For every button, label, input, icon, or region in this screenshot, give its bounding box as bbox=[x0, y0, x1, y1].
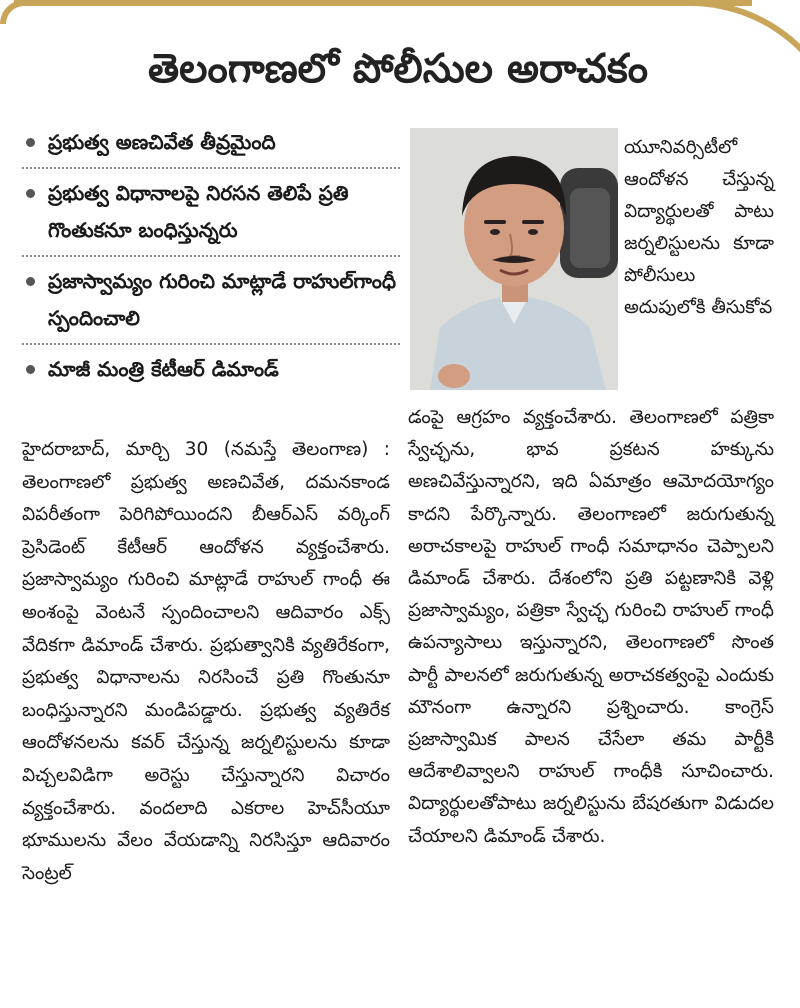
body-column-left bbox=[22, 434, 390, 994]
body-right-text: డంపై ఆగ్రహం వ్యక్తంచేశారు. తెలంగాణలో పత్రికా స్వేచ్ఛను, భావ ప్రకటన హక్కును అణచివేస్తున్నారని, ఇది ఏమాత్రం ఆమోదయోగ్యం కాదని పేర్కొన్నారు. తెలంగాణలో జరుగుతున్న అరాచకాలపై రాహుల్‌ గాంధీ సమాధానం చెప్పాలని డిమాండ్‌ చేశారు. దేశంలోని ప్రతి పట్టణానికి వెళ్లి ప్రజాస్వామ్యం, పత్రికా స్వేచ్ఛ గురించి రాహుల్‌ గాంధీ ఉపన్యాసాలు ఇస్తున్నారని, తెలంగాణలో సొంత పార్టీ పాలనలో జరుగుతున్న అరాచకత్వంపై ఎందుకు మౌనంగా ఉన్నారని ప్రశ్నించారు. కాంగ్రెస్‌ ప్రజాస్వామిక పాలన చేసేలా తమ పార్టీకి ఆదేశాలివ్వాలని రాహుల్‌ గాంధీకి సూచించారు. విద్యార్థులతోపాటు జర్నలిస్టును బేషరతుగా విడుదల చేయాలని డిమాండ్‌ చేశారు. bbox=[408, 407, 774, 847]
frame-top-border bbox=[14, 0, 752, 6]
portrait-illustration bbox=[410, 128, 618, 390]
body-left-text: హైదరాబాద్‌, మార్చి 30 (నమస్తే తెలంగాణ) : తెలంగాణలో ప్రభుత్వ అణచివేత, దమనకాండ విపరీతంగా పెరిగిపోయిందని బీఆర్‌ఎస్‌ వర్కింగ్‌ ప్రెసిడెంట్‌ కేటీఆర్‌ ఆందోళన వ్యక్తంచేశారు. ప్రజాస్వామ్యం గురించి మాట్లాడే రాహుల్‌ గాంధీ ఈ అంశంపై వెంటనే స్పందించాలని ఆదివారం ఎక్స్‌ వేదికగా డిమాండ్‌ చేశారు. ప్రభుత్వానికి వ్యతిరేకంగా, ప్రభుత్వ విధానాలను నిరసించే ప్రతి గొంతునూ బంధిస్తున్నారని మండిపడ్డారు. ప్రభుత్వ వ్యతిరేక ఆందోళనలను కవర్‌ చేస్తున్న జర్నలిస్టులను కూడా విచ్చలవిడిగా అరెస్టు చేస్తున్నారని విచారం వ్యక్తంచేశారు. వందలాది ఎకరాల హెచ్‌సీయూ భూములను వేలం వేయడాన్ని నిరసిస్తూ ఆదివారం సెంట్రల్‌ bbox=[22, 439, 390, 884]
side-column bbox=[624, 132, 774, 398]
highlight-item bbox=[22, 175, 400, 257]
ktr-photo bbox=[410, 128, 618, 390]
bullet-icon bbox=[26, 365, 35, 374]
bullet-icon bbox=[26, 189, 35, 198]
side-text: యూనివర్సిటీలో ఆందోళన చేస్తున్న విద్యార్థులతో పాటు జర్నలిస్టులను కూడా పోలీసులు అదుపులోకి తీసుకోవ bbox=[624, 137, 774, 318]
highlight-text: ప్రభుత్వ విధానాలపై నిరసన తెలిపే ప్రతి గొంతుకనూ బంధిస్తున్నరు bbox=[48, 181, 349, 242]
bullet-icon bbox=[26, 277, 35, 286]
highlight-item bbox=[22, 351, 400, 394]
highlights-list bbox=[22, 124, 400, 424]
highlight-item bbox=[22, 124, 400, 169]
highlight-text: మాజీ మంత్రి కేటీఆర్‌ డిమాండ్‌ bbox=[48, 357, 279, 381]
body-column-right bbox=[408, 402, 774, 992]
highlight-text: ప్రభుత్వ అణచివేత తీవ్రమైంది bbox=[48, 130, 276, 154]
highlight-item bbox=[22, 263, 400, 345]
headline: తెలంగాణలో పోలీసుల అరాచకం bbox=[147, 46, 648, 92]
highlight-text: ప్రజాస్వామ్యం గురించి మాట్లాడే రాహుల్‌గాంధీ స్పందించాలి bbox=[48, 269, 396, 330]
bullet-icon bbox=[26, 138, 35, 147]
